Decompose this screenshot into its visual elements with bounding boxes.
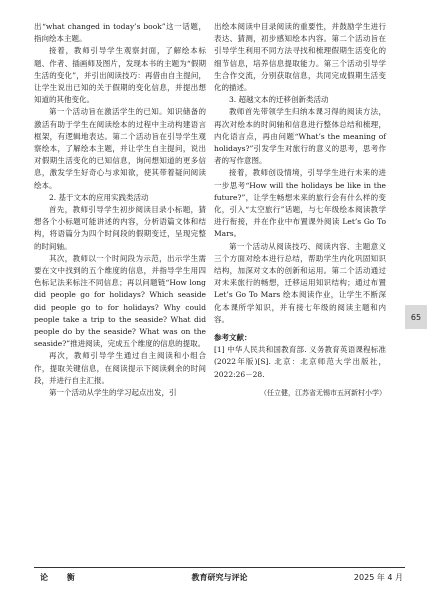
- page-number-tab: [405, 305, 427, 329]
- page-number: 65: [410, 312, 422, 322]
- footer-section-label: 论 衡: [40, 573, 83, 582]
- left-column-paragraph: 接着，教师引导学生观察封面，了解绘本标题、作者、插画师及图片，发现本书的主题为“假期生活的变化”，并引出阅读技巧：再借由自主提问，让学生说出已知的关于假期的变化信息，并提出想知道的其他变化。: [34, 46, 206, 105]
- author-affiliation: （任立健，江苏省无锡市五河新村小学）: [260, 388, 386, 397]
- left-column-paragraph: 第一个活动旨在激活学生的已知。知识储备的激活有助于学生在阅读绘本的过程中主动构建语言框架，有逻辑地表达。第二个活动旨在引导学生观察绘本，了解绘本主题，并让学生自主提问，说出对假期生活变化的已知信息，询问想知道的更多信息，激发学生好奇心与求知欲，使其带着疑问阅读绘本。: [34, 107, 206, 190]
- left-column-paragraph: 2. 基于文本的应用实践类活动: [49, 192, 149, 202]
- right-column-paragraph: 3. 超越文本的迁移创新类活动: [229, 95, 329, 105]
- reference-item: [1] 中华人民共和国教育部. 义务教育英语课程标准(2022年版)[S]. 北京：北京师范大学出版社，2022:26－28.: [214, 345, 386, 379]
- right-column-paragraph: 接着，教师创设情境，引导学生进行未来的进一步思考“How will the holidays be like in the future?”，让学生畅想未来的旅行会有什么样的变化，引入“太空旅行”话题，与七年级绘本阅读教学进行衔接，并在作业中布置课外阅读 Let’s Go To Mars。: [214, 168, 386, 239]
- right-column-paragraph: 出绘本阅读中目录阅读的重要性，并鼓励学生进行表达、猜测，初步感知绘本内容。第二个活动旨在引导学生利用不同方法寻找和梳理假期生活变化的细节信息，培养信息提取能力。第三个活动引导学生合作交流，分别获取信息，共同完成假期生活变化的描述。: [214, 22, 386, 93]
- right-column-paragraph: 第一个活动从阅读技巧、阅读内容、主题意义三个方面对绘本进行总结，帮助学生内化巩固知识结构，加深对文本的创新和运用。第二个活动通过对未来旅行的畅想，迁移运用知识结构；通过布置 Let’s Go To Mars 绘本阅读作业，让学生不断深化本课所学知识，并有接七年级的阅读主题和内容。: [214, 241, 386, 324]
- right-column: [214, 21, 386, 399]
- right-column-paragraph: 教师首先带领学生归纳本课习得的阅读方法，再次对绘本的时间轴和信息进行整体总结和梳理，内化语言点，再由问题“What’s the meaning of holidays?”引发学生对旅行的意义的思考，思考作者的写作意图。: [214, 107, 386, 166]
- left-column-paragraph: 第一个活动从学生的学习起点出发，引: [49, 388, 177, 398]
- left-column-paragraph: 再次，教师引导学生通过自主阅读和小组合作，提取关键信息，在阅读提示下阅读剩余的时间段，并进行自主汇报。: [34, 351, 206, 385]
- left-column-paragraph: 出“what changed in today’s book”这一话题，指向绘本主题。: [34, 22, 206, 44]
- references-heading: 参考文献：: [214, 333, 252, 343]
- footer-issue-date: 2025 年 4 月: [353, 573, 403, 582]
- footer-journal-title: 教育研究与评论: [191, 573, 248, 582]
- page-footer: [34, 567, 405, 582]
- left-column-paragraph: 首先，教师引导学生初步阅读目录小标题，猜想各个小标题可能讲述的内容，分析语篇文体和结构，将语篇分为四个时间段的假期变迁，呈现完整的时间轴。: [34, 205, 206, 251]
- left-column: [34, 21, 206, 399]
- left-column-paragraph: 其次，教师以一个时间段为示范，出示学生需要在文中找到的五个维度的信息，并指导学生用四色标记法来标注不同信息；再以问题链“How long did people go for holidays? Which seaside did people go to for holidays? Why could people take a trip to the seaside? What did people do by the seaside? What was on the seaside?”推进阅读，完成五个维度的信息的提取。: [34, 253, 206, 349]
